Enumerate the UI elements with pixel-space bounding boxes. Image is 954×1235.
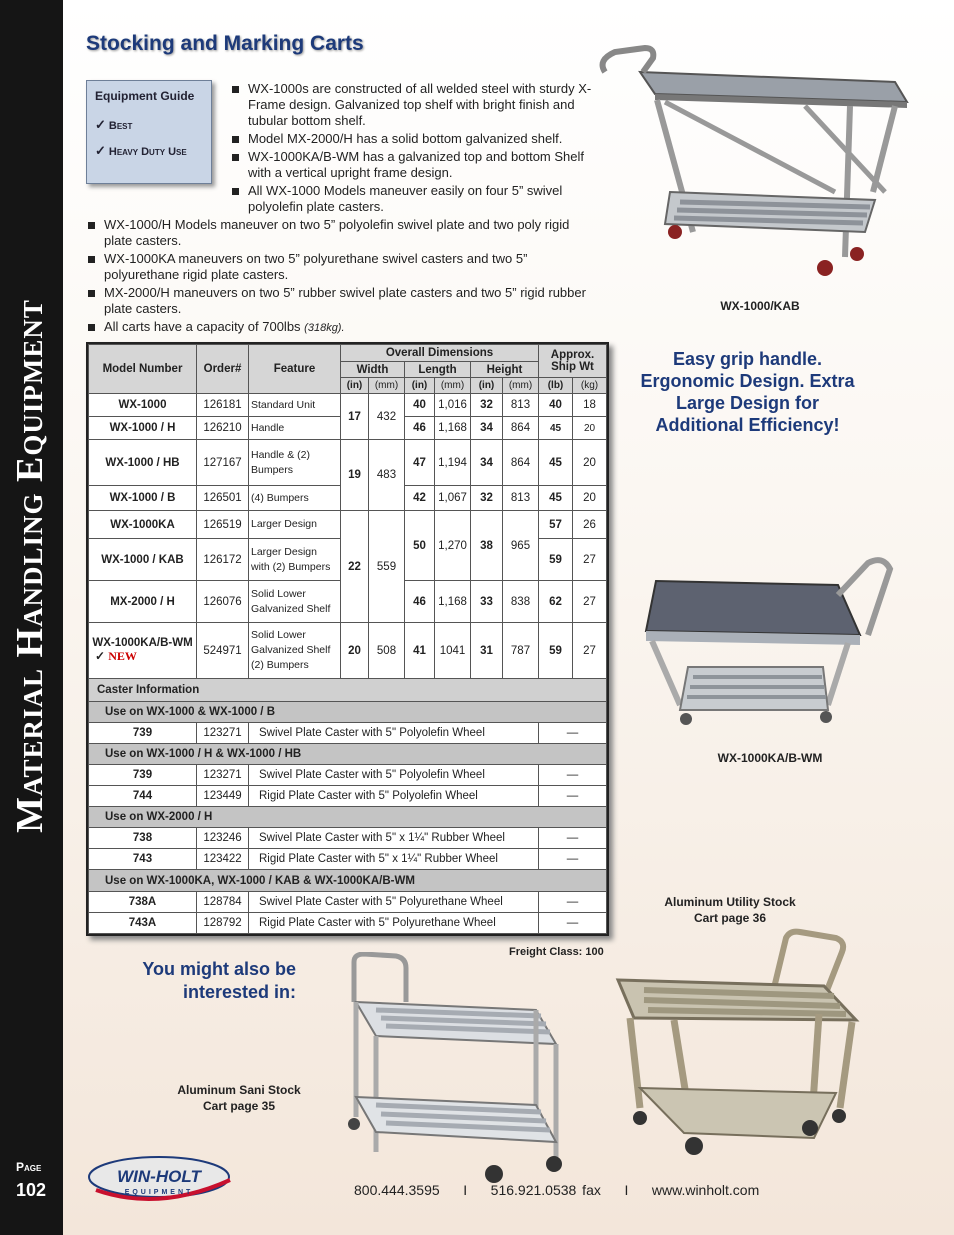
page-label: Page: [16, 1160, 42, 1174]
footer-phone: 800.444.3595: [354, 1182, 440, 1198]
table-row: MX-2000 / H 126076 Solid Lower Galvanized Shelf 46 1,168 33 838 62 27: [89, 581, 607, 623]
caster-group-title: Use on WX-1000KA, WX-1000 / KAB & WX-1000KA/B-WM: [89, 870, 607, 892]
equipment-guide: [86, 80, 212, 184]
also-interested-heading: You might also be interested in:: [142, 959, 296, 1002]
caster-group-title: Use on WX-1000 & WX-1000 / B: [89, 702, 607, 723]
sidebar: [0, 0, 63, 1235]
table-row: WX-1000KA/B-WM ✓ NEW 524971 Solid Lower Galvanized Shelf (2) Bumpers 20 508 41 1041 31 787 59 27: [89, 623, 607, 679]
cart-image-kab: [595, 42, 915, 282]
table-row: WX-1000 / KAB 126172 Larger Design with (2) Bumpers 59 27: [89, 539, 607, 581]
page-number: 102: [16, 1180, 47, 1200]
cart-image-wm: [638, 555, 903, 730]
new-badge: NEW: [108, 649, 137, 663]
header-overall-dimensions: Overall Dimensions: [341, 345, 539, 362]
caption-kab: WX-1000/KAB: [720, 299, 800, 313]
guide-item-heavy-duty: ✓ Heavy Duty Use: [95, 143, 187, 158]
win-holt-logo: [84, 1150, 234, 1204]
sidebar-title: Material Handling Equipment: [9, 299, 51, 833]
caster-info-title: Caster Information: [89, 679, 607, 702]
check-icon: ✓: [95, 143, 106, 158]
check-icon: ✓: [95, 649, 106, 663]
list-item: WX-1000KA maneuvers on two 5” polyurethane swivel casters and two 5” polyurethane rigid plate casters.: [86, 251, 596, 283]
header-height: Height: [471, 362, 539, 378]
table-row: WX-1000 126181 Standard Unit 17 432 40 1,016 32 813 40 18: [89, 394, 607, 417]
table-row: WX-1000 / HB 127167 Handle & (2) Bumpers 19 483 47 1,194 34 864 45 20: [89, 440, 607, 486]
caster-group-title: Use on WX-2000 / H: [89, 807, 607, 828]
specifications-table: Model Number Order# Feature Overall Dimensions Approx. Ship Wt Width Length Height (in) (mm) (in) (mm) (in) (mm) (lb) (kg) WX-1000 126181 Standard Unit 17 432 40 1,016 32 813 40 18 WX-1000 / H 126210 Handle 46 1,168 34 864 45 20 WX-1000 / HB 127167 Handle & (2) Bumpers 19 483 47 1,194 34 864 45 20 WX-1000 / B 126501 (4) Bumpers 42 1,067 32 813 45 20 WX-1000KA 126519 Larger Design 22 559 50 1,270 38 965 57 26 WX-1000 / KAB 126172 Larger Design with (2) Bumpers 59 27 MX-2000 / H 126076 Solid Lower Galvanized Shelf 46 1,168 33 838 62 27 WX-1000KA/B-WM ✓ NEW 524971 Solid Lower Galvanized Shelf (2) Bumpers 20 508 41 1041 31 787 59 27 Caster Information Use on WX-1000 & WX-1000 / B 739 123271 Swivel Plate Caster with 5" Polyolefin Wheel — Use on WX-1000 / H & WX-1000 / HB 739 123271 Swivel Plate Caster with 5" Polyolefin Wheel — 744 123449 Rigid Plate Caster with 5" Polyolefin Wheel — Use on WX-2000 / H 738 123246 Swivel Plate Caster with 5" x 1¼" Rubber Wheel — 743 123422 Rigid Plate Caster with 5" x 1¼" Rubber Wheel — Use on WX-1000KA, WX-1000 / KAB & WX-1000KA/B-WM 738A 128784 Swivel Plate Caster with 5" Polyurethane Wheel — 743A 128792 Rigid Plate Caster with 5" Polyurethane Wheel —: [86, 342, 609, 936]
list-item: MX-2000/H maneuvers on two 5” rubber swivel plate casters and two 5” rigid rubber plate casters.: [86, 285, 596, 317]
list-item: Model MX-2000/H has a solid bottom galvanized shelf.: [230, 131, 605, 147]
cart-image-sani: [336, 952, 568, 1187]
header-width: Width: [341, 362, 405, 378]
footer-contact: 800.444.3595 I 516.921.0538 fax I www.winholt.com: [354, 1182, 760, 1198]
table-row: WX-1000KA 126519 Larger Design 22 559 50 1,270 38 965 57 26: [89, 511, 607, 539]
guide-item-best: ✓ Best: [95, 117, 133, 132]
svg-text:EQUIPMENT: EQUIPMENT: [124, 1189, 194, 1196]
caption-utility: Aluminum Utility Stock Cart page 36: [664, 895, 796, 925]
header-feature: Feature: [249, 345, 341, 394]
cart-image-utility: [614, 928, 864, 1163]
list-item: WX-1000s are constructed of all welded steel with sturdy X-Frame design. Galvanized top shelf with bright finish and tubular bottom shelf.: [230, 81, 605, 129]
feature-list-bottom: [86, 217, 596, 338]
check-icon: ✓: [95, 117, 106, 132]
freight-class: Freight Class: 100: [509, 946, 604, 958]
footer-fax: 516.921.0538 fax: [490, 1182, 601, 1198]
header-length: Length: [405, 362, 471, 378]
equipment-guide-title: Equipment Guide: [95, 89, 195, 103]
footer-website[interactable]: www.winholt.com: [651, 1182, 760, 1198]
list-item: All WX-1000 Models maneuver easily on four 5” swivel polyolefin plate casters.: [230, 183, 605, 215]
table-row: 739 123271 Swivel Plate Caster with 5" Polyolefin Wheel —: [89, 765, 607, 786]
feature-list-top: [230, 81, 605, 217]
table-row: 738A 128784 Swivel Plate Caster with 5" Polyurethane Wheel —: [89, 892, 607, 913]
caster-group-title: Use on WX-1000 / H & WX-1000 / HB: [89, 744, 607, 765]
list-item: WX-1000/H Models maneuver on two 5” polyolefin swivel plate and two poly rigid plate casters.: [86, 217, 596, 249]
table-row: 744 123449 Rigid Plate Caster with 5" Polyolefin Wheel —: [89, 786, 607, 807]
list-item: WX-1000KA/B-WM has a galvanized top and bottom Shelf with a vertical upright frame design.: [230, 149, 605, 181]
header-model: Model Number: [89, 345, 197, 394]
table-row: 743A 128792 Rigid Plate Caster with 5" Polyurethane Wheel —: [89, 913, 607, 934]
page-title: Stocking and Marking Carts: [86, 32, 364, 55]
table-row: 743 123422 Rigid Plate Caster with 5" x 1¼" Rubber Wheel —: [89, 849, 607, 870]
table-row: WX-1000 / H 126210 Handle 46 1,168 34 864 45 20: [89, 417, 607, 440]
table-row: 738 123246 Swivel Plate Caster with 5" x 1¼" Rubber Wheel —: [89, 828, 607, 849]
caption-sani: Aluminum Sani Stock Cart page 35: [177, 1083, 301, 1113]
header-order: Order#: [197, 345, 249, 394]
table-row: WX-1000 / B 126501 (4) Bumpers 42 1,067 32 813 45 20: [89, 486, 607, 511]
header-ship-weight: Approx. Ship Wt: [539, 345, 607, 378]
caption-wm: WX-1000KA/B-WM: [717, 751, 823, 765]
list-item-capacity: All carts have a capacity of 700lbs (318kg).: [86, 319, 596, 336]
table-row: 739 123271 Swivel Plate Caster with 5" Polyolefin Wheel —: [89, 723, 607, 744]
feature-callout: Easy grip handle. Ergonomic Design. Extra Large Design for Additional Efficiency!: [640, 349, 855, 435]
svg-text:WIN-HOLT: WIN-HOLT: [117, 1167, 201, 1186]
